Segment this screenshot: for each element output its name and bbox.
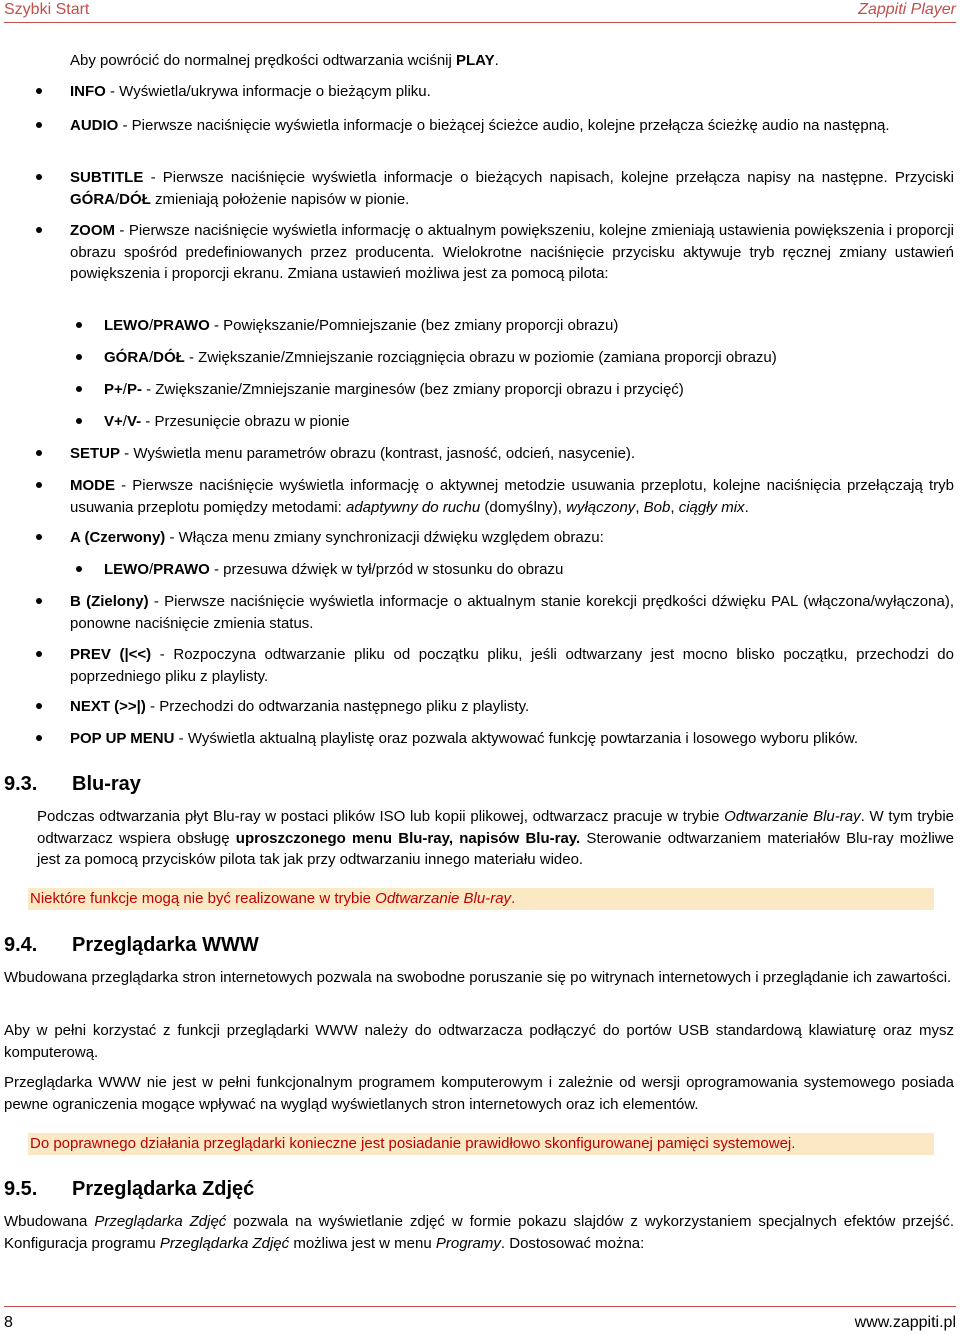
list-item-prev bbox=[70, 644, 954, 687]
bullet-icon bbox=[76, 386, 82, 392]
photos-paragraph bbox=[4, 1211, 954, 1254]
sub-key: LEWO bbox=[104, 317, 149, 334]
section-heading-photos bbox=[4, 1177, 254, 1201]
zoom-text: - Pierwsze naciśnięcie wyświetla informację o aktualnym powiększeniu, kolejne zmieniają ustawienia powiększenia i proporcji obrazu spośród predefiniowanych przez producenta. Wielokrotne naciśnięcie przycisku aktywuje tryb ręcznej zmiany ustawień powiększenia i proporcji ekranu. Zmiana ustawień możliwa jest za pomocą pilota: bbox=[70, 222, 954, 282]
list-item-next bbox=[70, 696, 954, 718]
bullet-icon bbox=[36, 598, 42, 604]
subtitle-text-end: zmieniają położenie napisów w pionie. bbox=[150, 190, 410, 208]
mode-text: , bbox=[670, 498, 679, 516]
sub-sep: / bbox=[149, 317, 154, 334]
footer-url: www.zappiti.pl bbox=[854, 1314, 956, 1331]
bullet-icon bbox=[36, 450, 42, 456]
section-title: Przeglądarka WWW bbox=[72, 934, 259, 956]
section-number: 9.3. bbox=[4, 773, 38, 795]
list-item-mode bbox=[70, 475, 954, 518]
header-left: Szybki Start bbox=[4, 1, 90, 18]
mode-option: ciągły mix bbox=[678, 498, 745, 516]
zoom-sub-item bbox=[104, 315, 954, 337]
bullet-icon bbox=[76, 354, 82, 360]
next-text: - Przechodzi do odtwarzania następnego pliku z playlisty. bbox=[145, 698, 530, 715]
prev-key: PREV (|<<) bbox=[70, 646, 152, 663]
bullet-icon bbox=[36, 703, 42, 709]
text: Podczas odtwarzania płyt Blu-ray w postaci plików ISO lub kopii plikowej, odtwarzacz pracuje w trybie bbox=[37, 808, 725, 825]
sub-key2: PRAWO bbox=[153, 561, 210, 578]
text: . W tym trybie odtwarzacz wspiera obsługę bbox=[37, 808, 954, 847]
menu-name: Programy bbox=[435, 1234, 501, 1252]
sub-key: V+ bbox=[104, 413, 123, 430]
red-sub-item bbox=[104, 559, 954, 581]
bluray-paragraph bbox=[37, 806, 954, 871]
list-item-red bbox=[70, 527, 954, 549]
sub-key: P+ bbox=[104, 381, 123, 398]
bullet-icon bbox=[36, 482, 42, 488]
mode-option: wyłączony bbox=[566, 498, 636, 516]
text: Sterowanie odtwarzaniem materiałów Blu-ray możliwe jest za pomocą przycisków pilota tak jak przy odtwarzaniu innego materiału wideo. bbox=[37, 829, 954, 868]
prev-text: - Rozpoczyna odtwarzanie pliku od początku pliku, jeśli odtwarzany jest mocno blisko początku, przechodzi do poprzedniego pliku z playlisty. bbox=[70, 646, 954, 685]
mode-key: MODE bbox=[70, 477, 115, 494]
mode-text: . bbox=[744, 498, 749, 516]
mode-text: , bbox=[635, 498, 644, 516]
list-item-zoom bbox=[70, 220, 954, 285]
list-item-info bbox=[70, 81, 954, 103]
www-paragraph-3: Przeglądarka WWW nie jest w pełni funkcjonalnym programem komputerowym i zależnie od wersji oprogramowania systemowego posiada pewne ograniczenia mogące wpływać na wygląd wyświetlanych stron internetowych oraz ich elementów. bbox=[4, 1074, 954, 1113]
setup-text: - Wyświetla menu parametrów obrazu (kontrast, jasność, odcień, nasycenie). bbox=[120, 445, 636, 462]
zoom-key: ZOOM bbox=[70, 222, 115, 239]
play-continuation bbox=[70, 50, 930, 72]
list-item-green bbox=[70, 591, 954, 634]
mode-name: Odtwarzanie Blu-ray bbox=[724, 808, 861, 825]
bullet-icon bbox=[36, 88, 42, 94]
list-item-audio bbox=[70, 115, 954, 137]
subtitle-text: - Pierwsze naciśnięcie wyświetla informacje o bieżących napisach, kolejne przełącza napisy na następne. Przyciski bbox=[143, 169, 954, 186]
bullet-icon bbox=[36, 735, 42, 741]
play-end: . bbox=[494, 52, 499, 69]
bullet-icon bbox=[36, 227, 42, 233]
bluray-note bbox=[28, 888, 934, 910]
subtitle-key-up: GÓRA bbox=[70, 190, 115, 208]
zoom-sub-item bbox=[104, 347, 954, 369]
note-end: . bbox=[511, 890, 516, 907]
sub-sep: / bbox=[149, 349, 154, 366]
audio-text: - Pierwsze naciśnięcie wyświetla informacje o bieżącej ścieżce audio, kolejne przełącza ścieżkę audio na następną. bbox=[118, 117, 890, 134]
green-text: - Pierwsze naciśnięcie wyświetla informacje o aktualnym stanie korekcji prędkości dźwięku PAL (włączona/wyłączona), ponowne naciśnięcie zmienia status. bbox=[70, 593, 954, 632]
note-text: Niektóre funkcje mogą nie być realizowane w trybie bbox=[30, 890, 376, 907]
list-item-subtitle bbox=[70, 167, 954, 210]
green-key: B (Zielony) bbox=[70, 593, 149, 610]
popup-text: - Wyświetla aktualną playlistę oraz pozwala aktywować funkcję powtarzania i losowego wyboru plików. bbox=[174, 730, 859, 747]
bullet-icon bbox=[36, 122, 42, 128]
mode-text: (domyślny), bbox=[480, 498, 567, 516]
header-right: Zappiti Player bbox=[858, 1, 956, 18]
bullet-icon bbox=[36, 174, 42, 180]
play-text: Aby powrócić do normalnej prędkości odtwarzania wciśnij bbox=[70, 52, 457, 69]
mode-text: - Pierwsze naciśnięcie wyświetla informację o aktywnej metodzie usuwania przeplotu, kolejne naciśnięcia przełączają tryb usuwania przeplotu pomiędzy metodami: bbox=[70, 477, 954, 516]
header-rule bbox=[4, 22, 956, 23]
sub-text: - Powiększanie/Pomniejszanie (bez zmiany proporcji obrazu) bbox=[209, 317, 619, 334]
mode-option: Bob bbox=[643, 498, 671, 516]
program-name: Przeglądarka Zdjęć bbox=[94, 1213, 227, 1230]
sub-text: - Zwiększanie/Zmniejszanie marginesów (bez zmiany proporcji obrazu i przycięć) bbox=[141, 381, 684, 398]
subtitle-key-down: DÓŁ bbox=[119, 190, 151, 208]
section-title: Przeglądarka Zdjęć bbox=[72, 1178, 255, 1200]
sub-key2: P- bbox=[126, 381, 142, 398]
red-key: A (Czerwony) bbox=[70, 529, 166, 546]
sub-key: GÓRA bbox=[104, 349, 149, 366]
bullet-icon bbox=[76, 566, 82, 572]
program-name: Przeglądarka Zdjęć bbox=[159, 1234, 290, 1252]
bullet-icon bbox=[36, 651, 42, 657]
text: Wbudowana bbox=[4, 1213, 95, 1230]
www-paragraph-1: Wbudowana przeglądarka stron internetowych pozwala na swobodne poruszanie się po witrynach internetowych i przeglądanie ich zawartości. bbox=[4, 969, 952, 986]
footer-rule bbox=[4, 1306, 956, 1307]
info-key: INFO bbox=[70, 83, 106, 100]
section-number: 9.5. bbox=[4, 1178, 38, 1200]
bullet-icon bbox=[36, 534, 42, 540]
sub-key2: PRAWO bbox=[153, 317, 210, 334]
zoom-sub-item bbox=[104, 379, 954, 401]
bullet-icon bbox=[76, 322, 82, 328]
feature-list: uproszczonego menu Blu-ray, napisów Blu-ray. bbox=[235, 829, 581, 847]
sub-key2: DÓŁ bbox=[153, 349, 185, 366]
text: pozwala na wyświetlanie zdjęć w formie pokazu slajdów z wykorzystaniem specjalnych efektów przejść. Konfiguracja programu bbox=[4, 1213, 954, 1252]
sub-sep: / bbox=[149, 561, 154, 578]
section-heading-www bbox=[4, 933, 259, 957]
sub-text: - Zwiększanie/Zmniejszanie rozciągnięcia obrazu w poziomie (zamiana proporcji obrazu) bbox=[184, 349, 777, 366]
sub-sep: / bbox=[122, 413, 127, 430]
www-paragraph-2: Aby w pełni korzystać z funkcji przeglądarki WWW należy do odtwarzacza podłączyć do portów USB standardową klawiaturę oraz mysz komputerową. bbox=[4, 1022, 954, 1061]
sub-text: - Przesunięcie obrazu w pionie bbox=[141, 413, 350, 430]
list-item-setup bbox=[70, 443, 954, 465]
section-heading-bluray bbox=[4, 772, 141, 796]
next-key: NEXT (>>|) bbox=[70, 698, 146, 715]
red-text: - Włącza menu zmiany synchronizacji dźwięku względem obrazu: bbox=[165, 529, 604, 546]
mode-option: adaptywny do ruchu bbox=[345, 498, 481, 516]
page-number: 8 bbox=[4, 1314, 13, 1331]
www-note: Do poprawnego działania przeglądarki konieczne jest posiadanie prawidłowo skonfigurowanej pamięci systemowej. bbox=[28, 1133, 934, 1155]
info-text: - Wyświetla/ukrywa informacje o bieżącym pliku. bbox=[105, 83, 431, 100]
audio-key: AUDIO bbox=[70, 117, 119, 134]
play-key: PLAY bbox=[456, 52, 495, 69]
list-item-popup bbox=[70, 728, 960, 750]
subtitle-sep: / bbox=[115, 190, 120, 208]
section-title: Blu-ray bbox=[72, 773, 141, 795]
bullet-icon bbox=[76, 418, 82, 424]
text: . Dostosować można: bbox=[500, 1234, 645, 1252]
sub-key2: V- bbox=[126, 413, 142, 430]
note-mode: Odtwarzanie Blu-ray bbox=[375, 890, 512, 907]
sub-text: - przesuwa dźwięk w tył/przód w stosunku do obrazu bbox=[209, 561, 564, 578]
sub-key: LEWO bbox=[104, 561, 149, 578]
text: możliwa jest w menu bbox=[289, 1234, 436, 1252]
subtitle-key: SUBTITLE bbox=[70, 169, 144, 186]
zoom-sub-item bbox=[104, 411, 954, 433]
setup-key: SETUP bbox=[70, 445, 121, 462]
section-number: 9.4. bbox=[4, 934, 38, 956]
sub-sep: / bbox=[122, 381, 127, 398]
popup-key: POP UP MENU bbox=[70, 730, 175, 747]
